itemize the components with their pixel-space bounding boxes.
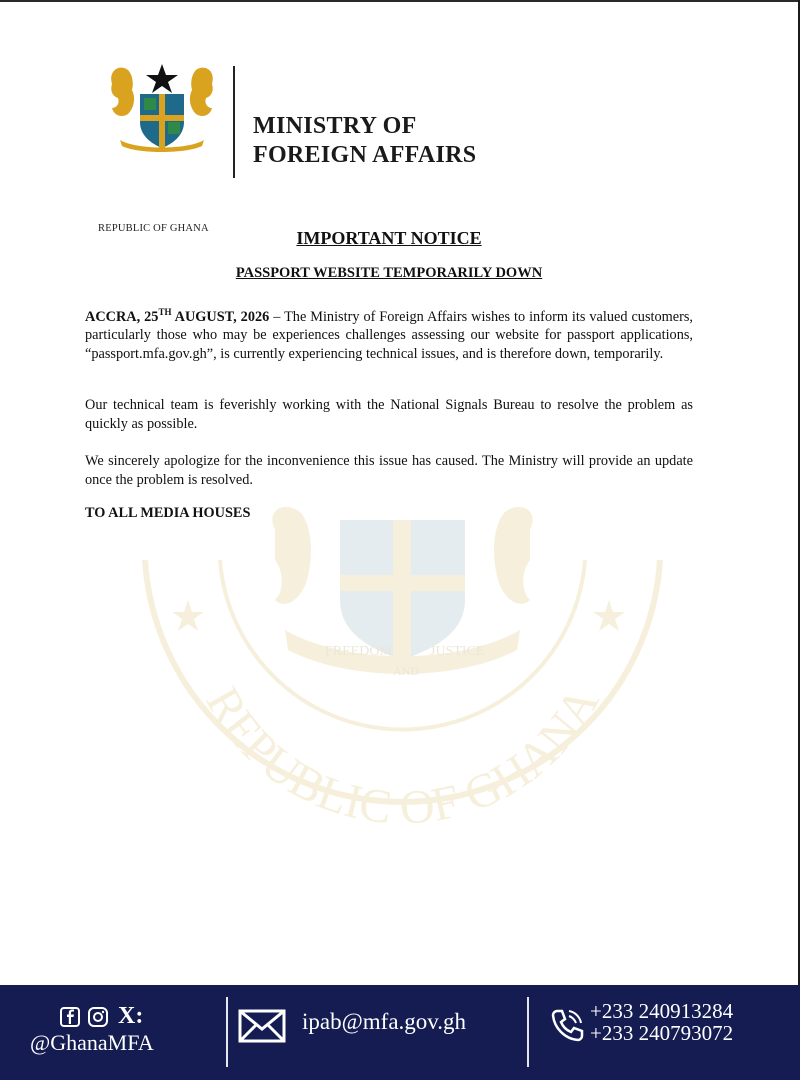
coat-of-arms-logo	[98, 60, 224, 234]
watermark-motto-mid: AND	[393, 664, 419, 678]
dateline-sup: TH	[158, 307, 172, 317]
ministry-line-2: FOREIGN AFFAIRS	[253, 142, 477, 168]
footer-bar	[0, 985, 800, 1080]
phone-numbers	[590, 1000, 733, 1044]
phone-number-1[interactable]: +233 240913284	[590, 999, 734, 1023]
x-label: X:	[118, 1003, 144, 1029]
paragraph-2: Our technical team is feverishly working with the National Signals Bureau to resolve the problem as quickly as possible.	[85, 397, 693, 432]
instagram-icon[interactable]	[88, 1007, 108, 1027]
social-handle[interactable]: @GhanaMFA	[30, 1030, 154, 1055]
paragraph-1-text: – The Ministry of Foreign Affairs wishes to inform its valued customers, particularly those who may be experiences challenges assessing our website for passport applications, “passport.mfa.gov.gh”, is currently experiencing technical issues, and is therefore down, temporarily.	[85, 308, 693, 362]
facebook-icon[interactable]	[60, 1007, 80, 1027]
dateline-rest: AUGUST, 2026	[171, 308, 270, 325]
footer-divider-1	[226, 997, 228, 1067]
page-edge-top	[0, 0, 800, 2]
dateline	[85, 309, 269, 325]
phone-number-2[interactable]: +233 240793072	[590, 1021, 734, 1045]
crest-caption: REPUBLIC OF GHANA	[98, 223, 209, 234]
watermark-ring-text: REPUBLIC OF GHANA	[195, 678, 610, 835]
paragraph-3: We sincerely apologize for the inconvenience this issue has caused. The Ministry will provide an update once the problem is resolved.	[85, 453, 693, 488]
mail-icon	[238, 1009, 286, 1043]
coat-of-arms-icon	[106, 60, 218, 152]
notice-subtitle: PASSPORT WEBSITE TEMPORARILY DOWN	[235, 265, 543, 281]
closing-line: TO ALL MEDIA HOUSES	[85, 505, 251, 521]
ministry-line-1: MINISTRY OF	[253, 113, 417, 139]
watermark-motto-right: JUSTICE	[430, 644, 485, 659]
header-divider	[233, 66, 235, 178]
phone-icon	[549, 1007, 585, 1043]
social-icons	[60, 1003, 143, 1030]
email-link[interactable]: ipab@mfa.gov.gh	[302, 1009, 467, 1034]
watermark-motto-left: FREEDOM	[325, 644, 392, 659]
notice-title: IMPORTANT NOTICE	[296, 228, 482, 248]
ministry-name	[253, 112, 476, 170]
paragraph-1	[85, 303, 693, 364]
footer-divider-2	[527, 997, 529, 1067]
dateline-city: ACCRA, 25	[85, 308, 159, 325]
